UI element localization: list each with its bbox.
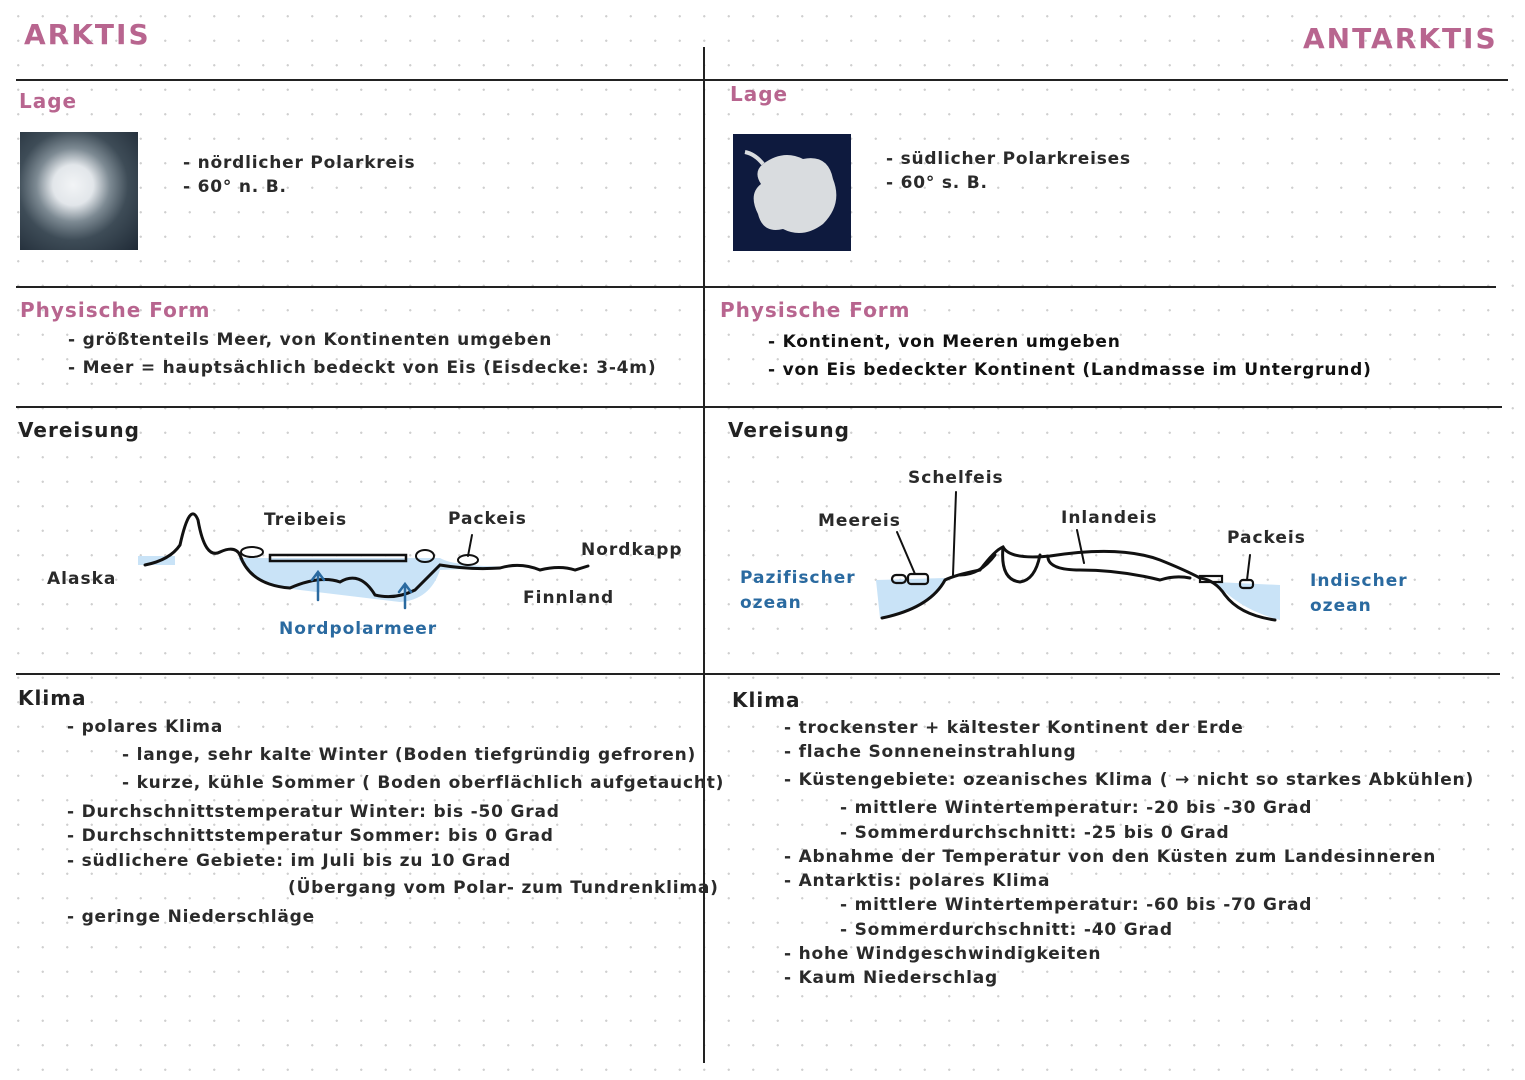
klima-item: - geringe Niederschläge	[67, 907, 315, 927]
section-heading-physische-form: Physische Form	[20, 298, 211, 322]
label-alaska: Alaska	[47, 569, 117, 589]
klima-item: - polares Klima	[67, 717, 224, 737]
klima-item: - Küstengebiete: ozeanisches Klima ( → nicht so starkes Abkühlen)	[784, 770, 1475, 790]
label-pazifischer-ozean: Pazifischer	[740, 568, 856, 588]
klima-item: - Abnahme der Temperatur von den Küsten zum Landesinneren	[784, 847, 1437, 867]
klima-item: - Durchschnittstemperatur Winter: bis -50 Grad	[67, 802, 560, 822]
label-indischer-ozean: Indischer	[1310, 571, 1408, 591]
label-treibeis: Treibeis	[264, 510, 348, 530]
section-heading-klima: Klima	[732, 688, 801, 712]
klima-item: - Antarktis: polares Klima	[784, 871, 1051, 891]
klima-item: - Kaum Niederschlag	[784, 968, 998, 988]
klima-item: - südlichere Gebiete: im Juli bis zu 10 Grad	[67, 851, 512, 871]
klima-item: - lange, sehr kalte Winter (Boden tiefgründig gefroren)	[122, 745, 697, 765]
section-heading-klima: Klima	[18, 686, 87, 710]
label-schelfeis: Schelfeis	[908, 468, 1004, 488]
page-title-arktis: ARKTIS	[24, 18, 151, 51]
section-heading-vereisung: Vereisung	[18, 418, 140, 442]
label-inlandeis: Inlandeis	[1061, 508, 1158, 528]
section-heading-vereisung: Vereisung	[728, 418, 850, 442]
klima-item: - kurze, kühle Sommer ( Boden oberflächlich aufgetaucht)	[122, 773, 725, 793]
klima-item: - flache Sonneneinstrahlung	[784, 742, 1077, 762]
klima-item: (Übergang vom Polar- zum Tundrenklima)	[288, 878, 719, 898]
klima-item: - mittlere Wintertemperatur: -60 bis -70 Grad	[840, 895, 1313, 915]
lage-item: - nördlicher Polarkreis	[183, 153, 416, 173]
label-finnland: Finnland	[523, 588, 615, 608]
form-item: - Kontinent, von Meeren umgeben	[768, 332, 1121, 352]
klima-item: - Sommerdurchschnitt: -25 bis 0 Grad	[840, 823, 1230, 843]
label-meereis: Meereis	[818, 511, 901, 531]
label-nordpolarmeer: Nordpolarmeer	[279, 619, 438, 639]
klima-item: - trockenster + kältester Kontinent der Erde	[784, 718, 1244, 738]
section-heading-physische-form: Physische Form	[720, 298, 911, 322]
label-packeis: Packeis	[448, 509, 527, 529]
form-item: - Meer = hauptsächlich bedeckt von Eis (Eisdecke: 3-4m)	[68, 358, 657, 378]
page-title-antarktis: ANTARKTIS	[1303, 22, 1498, 55]
lage-item: - 60° s. B.	[886, 173, 988, 193]
lage-item: - südlicher Polarkreises	[886, 149, 1131, 169]
klima-item: - mittlere Wintertemperatur: -20 bis -30 Grad	[840, 798, 1313, 818]
label-pazifischer-ozean: ozean	[740, 593, 802, 613]
form-item: - von Eis bedeckter Kontinent (Landmasse im Untergrund)	[768, 360, 1372, 380]
klima-item: - Durchschnittstemperatur Sommer: bis 0 Grad	[67, 826, 554, 846]
section-heading-lage: Lage	[730, 82, 789, 106]
lage-item: - 60° n. B.	[183, 177, 287, 197]
label-nordkapp: Nordkapp	[581, 540, 683, 560]
klima-item: - Sommerdurchschnitt: -40 Grad	[840, 920, 1173, 940]
form-item: - größtenteils Meer, von Kontinenten umgeben	[68, 330, 553, 350]
klima-item: - hohe Windgeschwindigkeiten	[784, 944, 1102, 964]
section-heading-lage: Lage	[19, 89, 78, 113]
label-indischer-ozean: ozean	[1310, 596, 1372, 616]
label-packeis: Packeis	[1227, 528, 1306, 548]
